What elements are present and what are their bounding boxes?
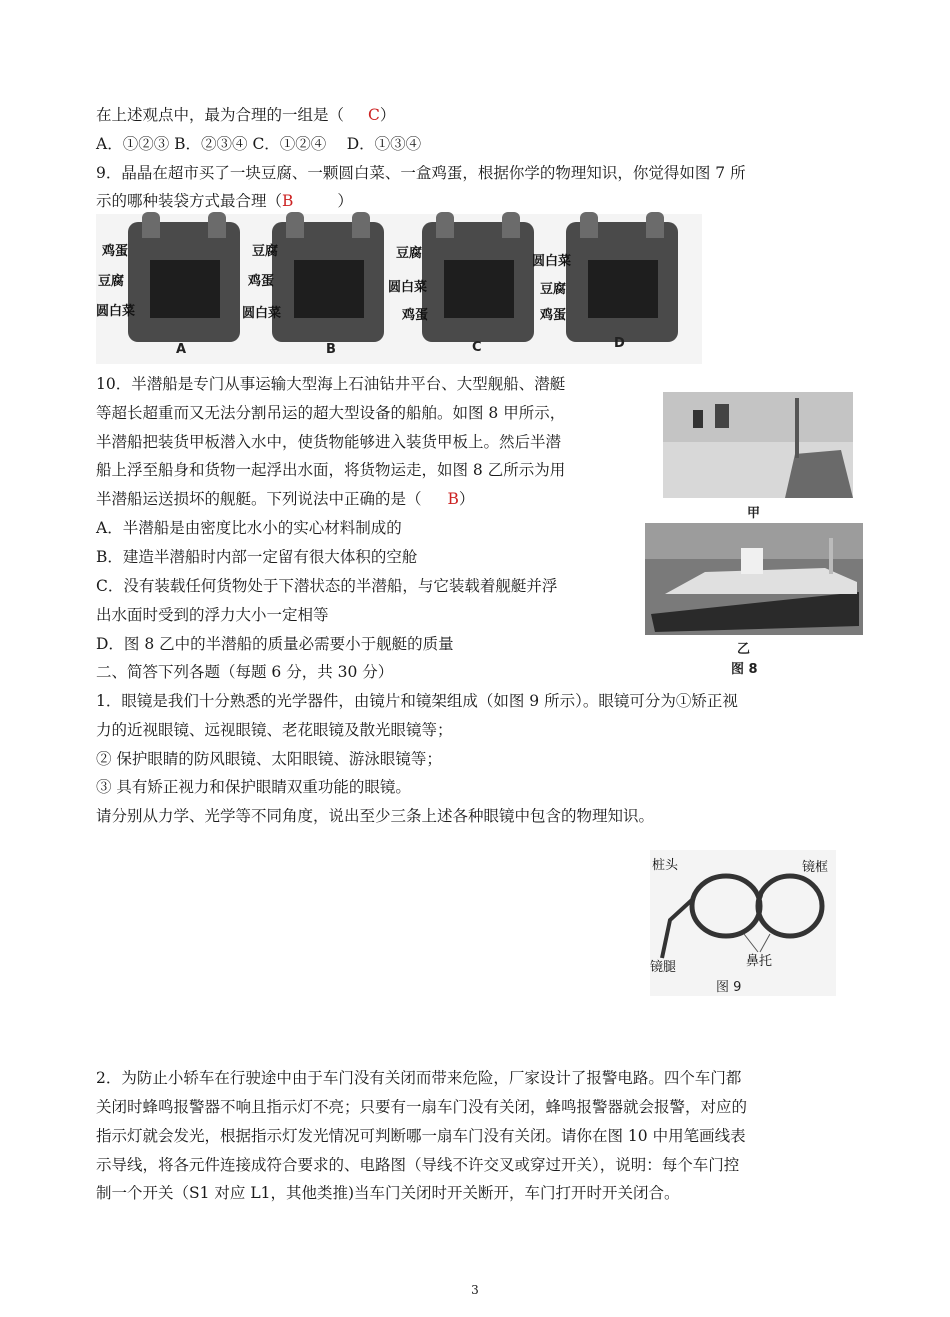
bag-d [566,222,678,342]
q9-stem-line2: 示的哪种装袋方式最合理（B ） [96,192,353,210]
s2-q2-line-4: 示导线，将各元件连接成符合要求的、电路图（导线不许交叉或穿过开关），说明：每个车门控 [96,1156,740,1174]
s2-q2-line-2: 关闭时蜂鸣报警器不响且指示灯不亮；只要有一扇车门没有关闭，蜂鸣报警器就会报警，对应的 [96,1098,748,1116]
bag-d-label-1: 圆白菜 [532,254,572,269]
bag-a-label-2: 豆腐 [98,274,125,289]
bag-a-letter: A [176,342,187,357]
bag-c-label-3: 鸡蛋 [402,308,429,323]
figure-9-glasses [650,850,836,996]
q10-line-3: 半潜船把装货甲板潜入水中，使货物能够进入装货甲板上。然后半潜 [96,433,562,451]
page-number: 3 [471,1283,479,1297]
s2-q1-line-1: 1．眼镜是我们十分熟悉的光学器件，由镜片和镜架组成（如图 9 所示）。眼镜可分为①矫正视 [96,692,738,710]
q9-answer: B [282,192,294,210]
figure-8-label-yi: 乙 [737,642,751,657]
q8-options: A．①②③ B．②③④ C．①②④ D．①③④ [96,135,422,153]
glasses-label-jingtui: 镜腿 [650,960,677,975]
s2-q1-line-2: 力的近视眼镜、远视眼镜、老花眼镜及散光眼镜等； [96,721,453,739]
q10-option-a: A．半潜船是由密度比水小的实心材料制成的 [96,519,402,537]
bag-b-label-2: 鸡蛋 [248,274,275,289]
q9-stem-line1: 9．晶晶在超市买了一块豆腐、一颗圆白菜、一盒鸡蛋，根据你学的物理知识，你觉得如图 7 所 [96,164,746,182]
s2-q2-line-5: 制一个开关（S1 对应 L1，其他类推)当车门关闭时开关断开，车门打开时开关闭合。 [96,1184,680,1202]
q8-answer: C [368,106,380,124]
bag-d-label-3: 鸡蛋 [540,308,567,323]
q10-option-d: D．图 8 乙中的半潜船的质量必需要小于舰艇的质量 [96,635,454,653]
s2-q2-line-3: 指示灯就会发光，根据指示灯发光情况可判断哪一扇车门没有关闭。请你在图 10 中用笔画线表 [96,1127,746,1145]
q10-line-2: 等超长超重而又无法分割吊运的超大型设备的船舶。如图 8 甲所示， [96,404,566,422]
bag-a [128,222,240,342]
bag-b-letter: B [326,342,336,357]
bag-d-label-2: 豆腐 [540,282,567,297]
bag-c-label-1: 豆腐 [396,246,423,261]
q10-option-c-cont: 出水面时受到的浮力大小一定相等 [96,606,329,624]
figure-8 [645,388,865,680]
s2-q1-line-5: 请分别从力学、光学等不同角度，说出至少三条上述各种眼镜中包含的物理知识。 [96,807,655,825]
glasses-label-jingkuang: 镜框 [802,860,829,875]
glasses-label-zhuangtou: 桩头 [652,858,679,873]
q8-stem: 在上述观点中，最为合理的一组是（ C） [96,106,396,124]
s2-q2-line-1: 2．为防止小轿车在行驶途中由于车门没有关闭而带来危险，厂家设计了报警电路。四个车门都 [96,1069,742,1087]
figure-8-photos [645,388,865,680]
bag-d-letter: D [614,336,625,351]
bag-b-label-3: 圆白菜 [242,306,282,321]
figure-9-caption: 图 9 [716,980,742,995]
glasses-label-bituo: 鼻托 [746,954,773,969]
bag-a-label-1: 鸡蛋 [102,244,129,259]
q10-line-4: 船上浮至船身和货物一起浮出水面，将货物运走，如图 8 乙所示为用 [96,461,566,479]
q10-option-b: B．建造半潜船时内部一定留有很大体积的空舱 [96,548,418,566]
figure-7-bags [96,214,702,364]
figure-8-label-jia: 甲 [747,506,761,521]
q10-option-c: C．没有装载任何货物处于下潜状态的半潜船，与它装载着舰艇并浮 [96,577,558,595]
q10-line-1: 10．半潜船是专门从事运输大型海上石油钻井平台、大型舰船、潜艇 [96,375,566,393]
section-2-heading: 二、简答下列各题（每题 6 分，共 30 分） [96,663,394,681]
s2-q1-line-4: ③ 具有矫正视力和保护眼睛双重功能的眼镜。 [96,778,411,796]
bag-c [422,222,534,342]
bag-b-label-1: 豆腐 [252,244,279,259]
q10-line-5: 半潜船运送损坏的舰艇。下列说法中正确的是（ B） [96,490,475,508]
bag-c-label-2: 圆白菜 [388,280,428,295]
q10-answer: B [447,490,459,508]
bag-b [272,222,384,342]
figure-8-caption: 图 8 [731,662,758,677]
bag-a-label-3: 圆白菜 [96,304,136,319]
bag-c-letter: C [472,340,482,355]
s2-q1-line-3: ② 保护眼睛的防风眼镜、太阳眼镜、游泳眼镜等； [96,750,442,768]
